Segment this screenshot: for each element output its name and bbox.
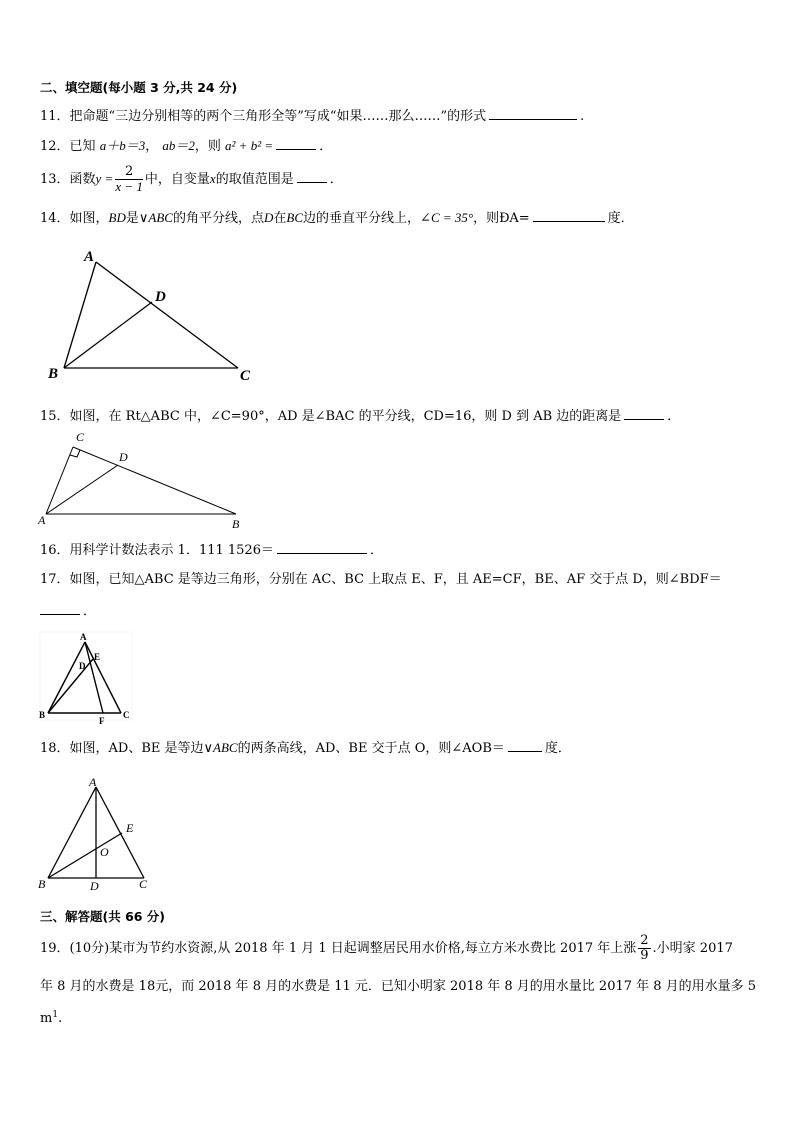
question-19-unit-exponent: 1	[52, 1010, 59, 1020]
fig18-side-ac	[96, 787, 144, 878]
fig15-label-d: D	[119, 450, 128, 464]
fig18-label-a: A	[89, 775, 97, 789]
question-12-equation-2: ab＝2	[162, 138, 195, 153]
fig14-label-b: B	[48, 366, 59, 382]
question-19-end: .	[58, 1011, 63, 1026]
question-19-text-1: 19．(10分)某市为节约水资源,从 2018 年 1 月 1 日起调整居民用水价格,每立方米水费比 2017 年上涨	[40, 941, 637, 956]
fraction-denominator: x − 1	[115, 179, 143, 194]
fig17-label-d: D	[79, 661, 86, 671]
fig14-label-a: A	[84, 249, 95, 265]
question-12-expression: a² + b² =	[225, 138, 274, 153]
fig18-label-c: C	[139, 877, 148, 891]
question-14-t6: =	[518, 211, 530, 226]
question-12-prefix: 12．已知	[40, 139, 96, 154]
fig17-label-a: A	[80, 632, 87, 642]
fig18-altitude-be	[48, 833, 122, 878]
question-14-t5: ，则Ð	[473, 211, 510, 226]
question-14-d: D	[264, 210, 274, 225]
question-14-t2: 的角平分线，点	[172, 211, 264, 226]
question-12-then: ，则	[194, 139, 221, 154]
question-19-line-3	[40, 1011, 62, 1027]
question-14-t3: 在	[273, 211, 287, 226]
question-12-equation-1: a＋b＝3	[99, 138, 146, 153]
question-13-range: 的取值范围是	[215, 172, 294, 187]
fig18-side-ab	[48, 787, 96, 878]
question-13-middle: 中，自变量	[144, 172, 210, 187]
fig18-label-e: E	[126, 821, 134, 835]
question-18-triangle: ∨ABC	[203, 740, 238, 755]
q19-fraction-denominator: 9	[640, 948, 649, 963]
fig15-label-b: B	[232, 517, 240, 531]
question-14-bd: BD	[108, 210, 126, 225]
question-19-text-2: 年 8 月的水费是 18元，而 2018 年 8 月的水费是 11 元．已知小明家 2018 年 8 月的用水量比 2017 年 8 月的用水量多 5	[40, 979, 757, 994]
question-12-end: ．	[319, 139, 333, 154]
question-11: 11．把命题“三边分别相等的两个三角形全等”写成“如果……那么……”的形式 .	[40, 109, 585, 124]
question-18-text: 的两条高线，AD、BE 交于点 O，则∠AOB＝	[237, 741, 505, 756]
fig18-label-b: B	[38, 877, 46, 891]
fig15-label-c: C	[76, 430, 85, 444]
fig17-label-f: F	[99, 716, 105, 726]
question-18-end: 度．	[544, 741, 571, 756]
section-title-solutions: 三、解答题(共 66 分)	[40, 909, 166, 924]
question-19-text-1-end: .小明家 2017	[652, 941, 733, 956]
fig17-label-c: C	[123, 710, 130, 720]
fig17-label-b: B	[39, 710, 46, 720]
question-17-text: 17．如图，已知△ABC 是等边三角形，分别在 AC、BC 上取点 E、F，且 AE=CF，BE、AF 交于点 D，则∠BDF＝	[40, 572, 722, 587]
question-13-y: y =	[95, 171, 114, 186]
question-14-t4: 边的垂直平分线上，	[303, 211, 421, 226]
question-16-text: 16．用科学计数法表示 1．111 1526＝	[40, 543, 274, 558]
question-14-triangle: ∨ABC	[138, 210, 173, 225]
fig15-label-a: A	[38, 513, 46, 527]
question-19-fraction	[638, 934, 650, 963]
fig14-label-c: C	[240, 368, 251, 384]
section-title-fill-in: 二、填空题(每小题 3 分,共 24 分)	[40, 80, 238, 95]
question-14-a: A	[509, 211, 519, 226]
question-14-end: 度．	[607, 211, 634, 226]
fig14-label-d: D	[155, 289, 166, 305]
question-13-end: ．	[329, 172, 343, 187]
q19-fraction-numerator: 2	[640, 933, 649, 948]
question-13-x: x	[209, 171, 216, 186]
question-17-end: ．	[83, 604, 97, 619]
question-15-text: 15．如图，在 Rt△ABC 中，∠C=90°，AD 是∠BAC 的平分线，CD=16，则 D 到 AB 边的距离是	[40, 409, 622, 424]
question-13-prefix: 13．函数	[40, 172, 96, 187]
fig18-label-d: D	[90, 879, 99, 893]
question-14-t1: 是	[125, 211, 139, 226]
question-16-end: ．	[369, 543, 383, 558]
question-19-line-2	[40, 979, 756, 995]
question-11-text: 11．把命题“三边分别相等的两个三角形全等”写成“如果……那么……”的形式	[40, 109, 487, 124]
question-14-angle: ∠C = 35°	[420, 210, 474, 225]
question-19-unit: m	[40, 1011, 53, 1026]
question-14-bc: BC	[286, 210, 304, 225]
question-19-line-1	[40, 934, 733, 964]
fraction-numerator: 2	[115, 165, 143, 180]
question-18-prefix: 18．如图，AD、BE 是等边	[40, 741, 204, 756]
question-14-prefix: 14．如图，	[40, 211, 109, 226]
fig17-label-e: E	[94, 652, 101, 662]
question-12-separator: ，	[145, 139, 159, 154]
question-15-end: ．	[667, 409, 681, 424]
fig18-label-o: O	[100, 845, 109, 859]
